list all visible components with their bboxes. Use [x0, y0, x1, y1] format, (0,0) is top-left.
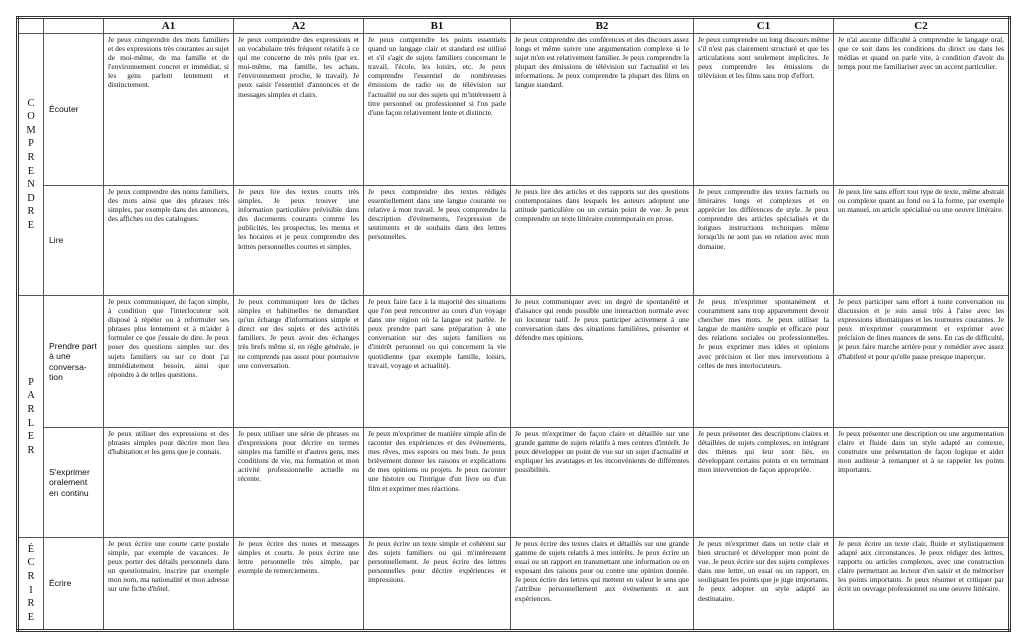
level-header-c2: C2: [834, 18, 1010, 34]
group-label-parler: P A R L E R: [18, 296, 44, 538]
descriptor-prendre-part-b2: Je peux communiquer avec un degré de spontanéité et d'aisance qui rende possible une interaction normale avec un locuteur natif. Je peux participer activement à une conversation dans des situations familières, présenter et défendre mes opinions.: [511, 296, 694, 428]
descriptor-prendre-part-c2: Je peux participer sans effort à toute conversation ou discussion et je suis aussi très à l'aise avec les expressions idiomatiques et les tournures courantes. Je peux m'exprimer couramment et exprimer avec précision de fines nuances de sens. En cas de difficulté, je peux faire marche arrière pour y remédier avec assez d'habileté et pour qu'elle passe presque inaperçue.: [834, 296, 1010, 428]
descriptor-lire-c2: Je peux lire sans effort tout type de texte, même abstrait ou complexe quant au fond ou à la forme, par exemple un manuel, un article spécialisé ou une oeuvre littéraire.: [834, 186, 1010, 296]
group-label-ecrire: É C R I R E: [18, 538, 44, 631]
row-lire: [18, 186, 1010, 296]
descriptor-ecrire-b1: Je peux écrire un texte simple et cohérent sur des sujets familiers ou qui m'intéressent personnellement. Je peux écrire des lettres personnelles pour décrire expériences et impressions.: [364, 538, 511, 631]
level-header-a1: A1: [104, 18, 234, 34]
corner-cell: [44, 18, 104, 34]
skill-label-sexprimer: S'exprimer oralement en continu: [44, 428, 104, 538]
skill-label-ecouter: Écouter: [44, 34, 104, 186]
descriptor-sexprimer-c2: Je peux présenter une description ou une argumentation claire et fluide dans un style adapté au contexte, construire une présentation de façon logique et aider mon auditeur à remarquer et à se rappeler les points importants.: [834, 428, 1010, 538]
descriptor-lire-b2: Je peux lire des articles et des rapports sur des questions contemporaines dans lesquels les auteurs adoptent une attitude particulière ou un certain point de vue. Je peux comprendre un texte littéraire contemporain en prose.: [511, 186, 694, 296]
descriptor-ecrire-b2: Je peux écrire des textes clairs et détaillés sur une grande gamme de sujets relatifs à mes intérêts. Je peux écrire un essai ou un rapport en transmettant une information ou en exposant des raisons pour ou contre une opinion donnée. Je peux écrire des lettres qui mettent en valeur le sens que j'attribue personnellement aux événements et aux expériences.: [511, 538, 694, 631]
descriptor-sexprimer-b2: Je peux m'exprimer de façon claire et détaillée sur une grande gamme de sujets relatifs à mes centres d'intérêt. Je peux développer un point de vue sur un sujet d'actualité et expliquer les avantages et les inconvénients de différentes possibilités.: [511, 428, 694, 538]
descriptor-ecrire-a1: Je peux écrire une courte carte postale simple, par exemple de vacances. Je peux porter des détails personnels dans un questionnaire, inscrire par exemple mon nom, ma nationalité et mon adresse sur une fiche d'hôtel.: [104, 538, 234, 631]
descriptor-ecouter-b1: Je peux comprendre les points essentiels quand un langage clair et standard est utilisé et s'il s'agit de sujets familiers concernant le travail, l'école, les loisirs, etc. Je peux comprendre l'essentiel de nombreuses émissions de radio ou de télévision sur l'actualité ou sur des sujets qui m'intéressent à titre personnel ou professionnel si l'on parle d'une façon relativement lente et distincte.: [364, 34, 511, 186]
corner-cell: [18, 18, 44, 34]
descriptor-prendre-part-b1: Je peux faire face à la majorité des situations que l'on peut rencontrer au cours d'un voyage dans une région où la langue est parlée. Je peux prendre part sans préparation à une conversation sur des sujets familiers ou d'intérêt personnel ou qui concernent la vie quotidienne (par exemple famille, loisirs, travail, voyage et actualité).: [364, 296, 511, 428]
descriptor-sexprimer-c1: Je peux présenter des descriptions claires et détaillées de sujets complexes, en intégrant des thèmes qui leur sont liés, en développant certains points et en terminant mon intervention de façon appropriée.: [694, 428, 834, 538]
descriptor-ecouter-a1: Je peux comprendre des mots familiers et des expressions très courantes au sujet de moi-même, de ma famille et de l'environnement concret et immédiat, si les gens parlent lentement et distinctement.: [104, 34, 234, 186]
descriptor-sexprimer-b1: Je peux m'exprimer de manière simple afin de raconter des expériences et des événements, mes rêves, mes espoirs ou mes buts. Je peux brièvement donner les raisons et explications de mes opinions ou projets. Je peux raconter une histoire ou l'intrigue d'un livre ou d'un film et exprimer mes réactions.: [364, 428, 511, 538]
row-ecrire: [18, 538, 1010, 631]
descriptor-ecrire-c2: Je peux écrire un texte clair, fluide et stylistiquement adapté aux circonstances. Je peux rédiger des lettres, rapports ou articles complexes, avec une construction claire permettant au lecteur d'en saisir et de mémoriser les points importants. Je peux résumer et critiquer par écrit un ouvrage professionnel ou une oeuvre littéraire.: [834, 538, 1010, 631]
skill-label-prendre-part: Prendre part à une conversa-tion: [44, 296, 104, 428]
descriptor-ecouter-c1: Je peux comprendre un long discours même s'il n'est pas clairement structuré et que les articulations sont seulement implicites. Je peux comprendre les émissions de télévision et les films sans trop d'effort.: [694, 34, 834, 186]
descriptor-ecouter-b2: Je peux comprendre des conférences et des discours assez longs et même suivre une argumentation complexe si le sujet m'en est relativement familier. Je peux comprendre la plupart des émissions de télévision sur l'actualité et les informations. Je peux comprendre la plupart des films en langue standard.: [511, 34, 694, 186]
descriptor-lire-c1: Je peux comprendre des textes factuels ou littéraires longs et complexes et en apprécier les différences de style. Je peux comprendre des articles spécialisés et de longues instructions techniques même lorsqu'ils ne sont pas en relation avec mon domaine.: [694, 186, 834, 296]
descriptor-ecrire-a2: Je peux écrire des notes et messages simples et courts. Je peux écrire une lettre personnelle très simple, par exemple de remerciements.: [234, 538, 364, 631]
row-prendre-part: [18, 296, 1010, 428]
level-header-a2: A2: [234, 18, 364, 34]
descriptor-lire-a2: Je peux lire des textes courts très simples. Je peux trouver une information particulière prévisible dans des documents courants comme les publicités, les prospectus, les menus et les horaires et je peux comprendre des lettres personnelles courtes et simples.: [234, 186, 364, 296]
descriptor-prendre-part-a2: Je peux communiquer lors de tâches simples et habituelles ne demandant qu'un échange d'informations simple et direct sur des sujets et des activités familiers. Je peux avoir des échanges très brefs même si, en règle générale, je ne comprends pas assez pour poursuivre une conversation.: [234, 296, 364, 428]
descriptor-ecouter-c2: Je n'ai aucune difficulté à comprendre le langage oral, que ce soit dans les conditions du direct ou dans les médias et quand on parle vite, à condition d'avoir du temps pour me familiariser avec un accent particulier.: [834, 34, 1010, 186]
level-header-c1: C1: [694, 18, 834, 34]
level-header-b1: B1: [364, 18, 511, 34]
descriptor-prendre-part-a1: Je peux communiquer, de façon simple, à condition que l'interlocuteur soit disposé à répéter ou à reformuler ses phrases plus lentement et à m'aider à formuler ce que j'essaie de dire. Je peux poser des questions simples sur des sujets familiers ou sur ce dont j'ai immédiatement besoin, ainsi que répondre à de telles questions.: [104, 296, 234, 428]
descriptor-sexprimer-a2: Je peux utiliser une série de phrases ou d'expressions pour décrire en termes simples ma famille et d'autres gens, mes conditions de vie, ma formation et mon activité professionnelle actuelle ou récente.: [234, 428, 364, 538]
descriptor-lire-a1: Je peux comprendre des noms familiers, des mots ainsi que des phrases très simples, par exemple dans des annonces, des affiches ou des catalogues.: [104, 186, 234, 296]
descriptor-ecrire-c1: Je peux m'exprimer dans un texte clair et bien structuré et développer mon point de vue. Je peux écrire sur des sujets complexes dans une lettre, un essai ou un rapport, en soulignant les points que je juge importants. Je peux adopter un style adapté au destinataire.: [694, 538, 834, 631]
cefr-self-assessment-grid: [16, 16, 1011, 632]
level-header-b2: B2: [511, 18, 694, 34]
descriptor-lire-b1: Je peux comprendre des textes rédigés essentiellement dans une langue courante ou relative à mon travail. Je peux comprendre la description d'événements, l'expression de sentiments et de souhaits dans des lettres personnelles.: [364, 186, 511, 296]
group-label-comprendre: C O M P R E N D R E: [18, 34, 44, 296]
header-row: [18, 18, 1010, 34]
row-ecouter: [18, 34, 1010, 186]
descriptor-ecouter-a2: Je peux comprendre des expressions et un vocabulaire très fréquent relatifs à ce qui me concerne de très près (par ex. moi-même, ma famille, les achats, l'environnement proche, le travail). Je peux saisir l'essentiel d'annonces et de messages simples et clairs.: [234, 34, 364, 186]
skill-label-lire: Lire: [44, 186, 104, 296]
descriptor-sexprimer-a1: Je peux utiliser des expressions et des phrases simples pour décrire mon lieu d'habitation et les gens que je connais.: [104, 428, 234, 538]
descriptor-prendre-part-c1: Je peux m'exprimer spontanément et couramment sans trop apparemment devoir chercher mes mots. Je peux utiliser la langue de manière souple et efficace pour des relations sociales ou professionnelles. Je peux exprimer mes idées et opinions avec précision et lier mes interventions à celles de mes interlocuteurs.: [694, 296, 834, 428]
row-sexprimer: [18, 428, 1010, 538]
skill-label-ecrire: Écrire: [44, 538, 104, 631]
